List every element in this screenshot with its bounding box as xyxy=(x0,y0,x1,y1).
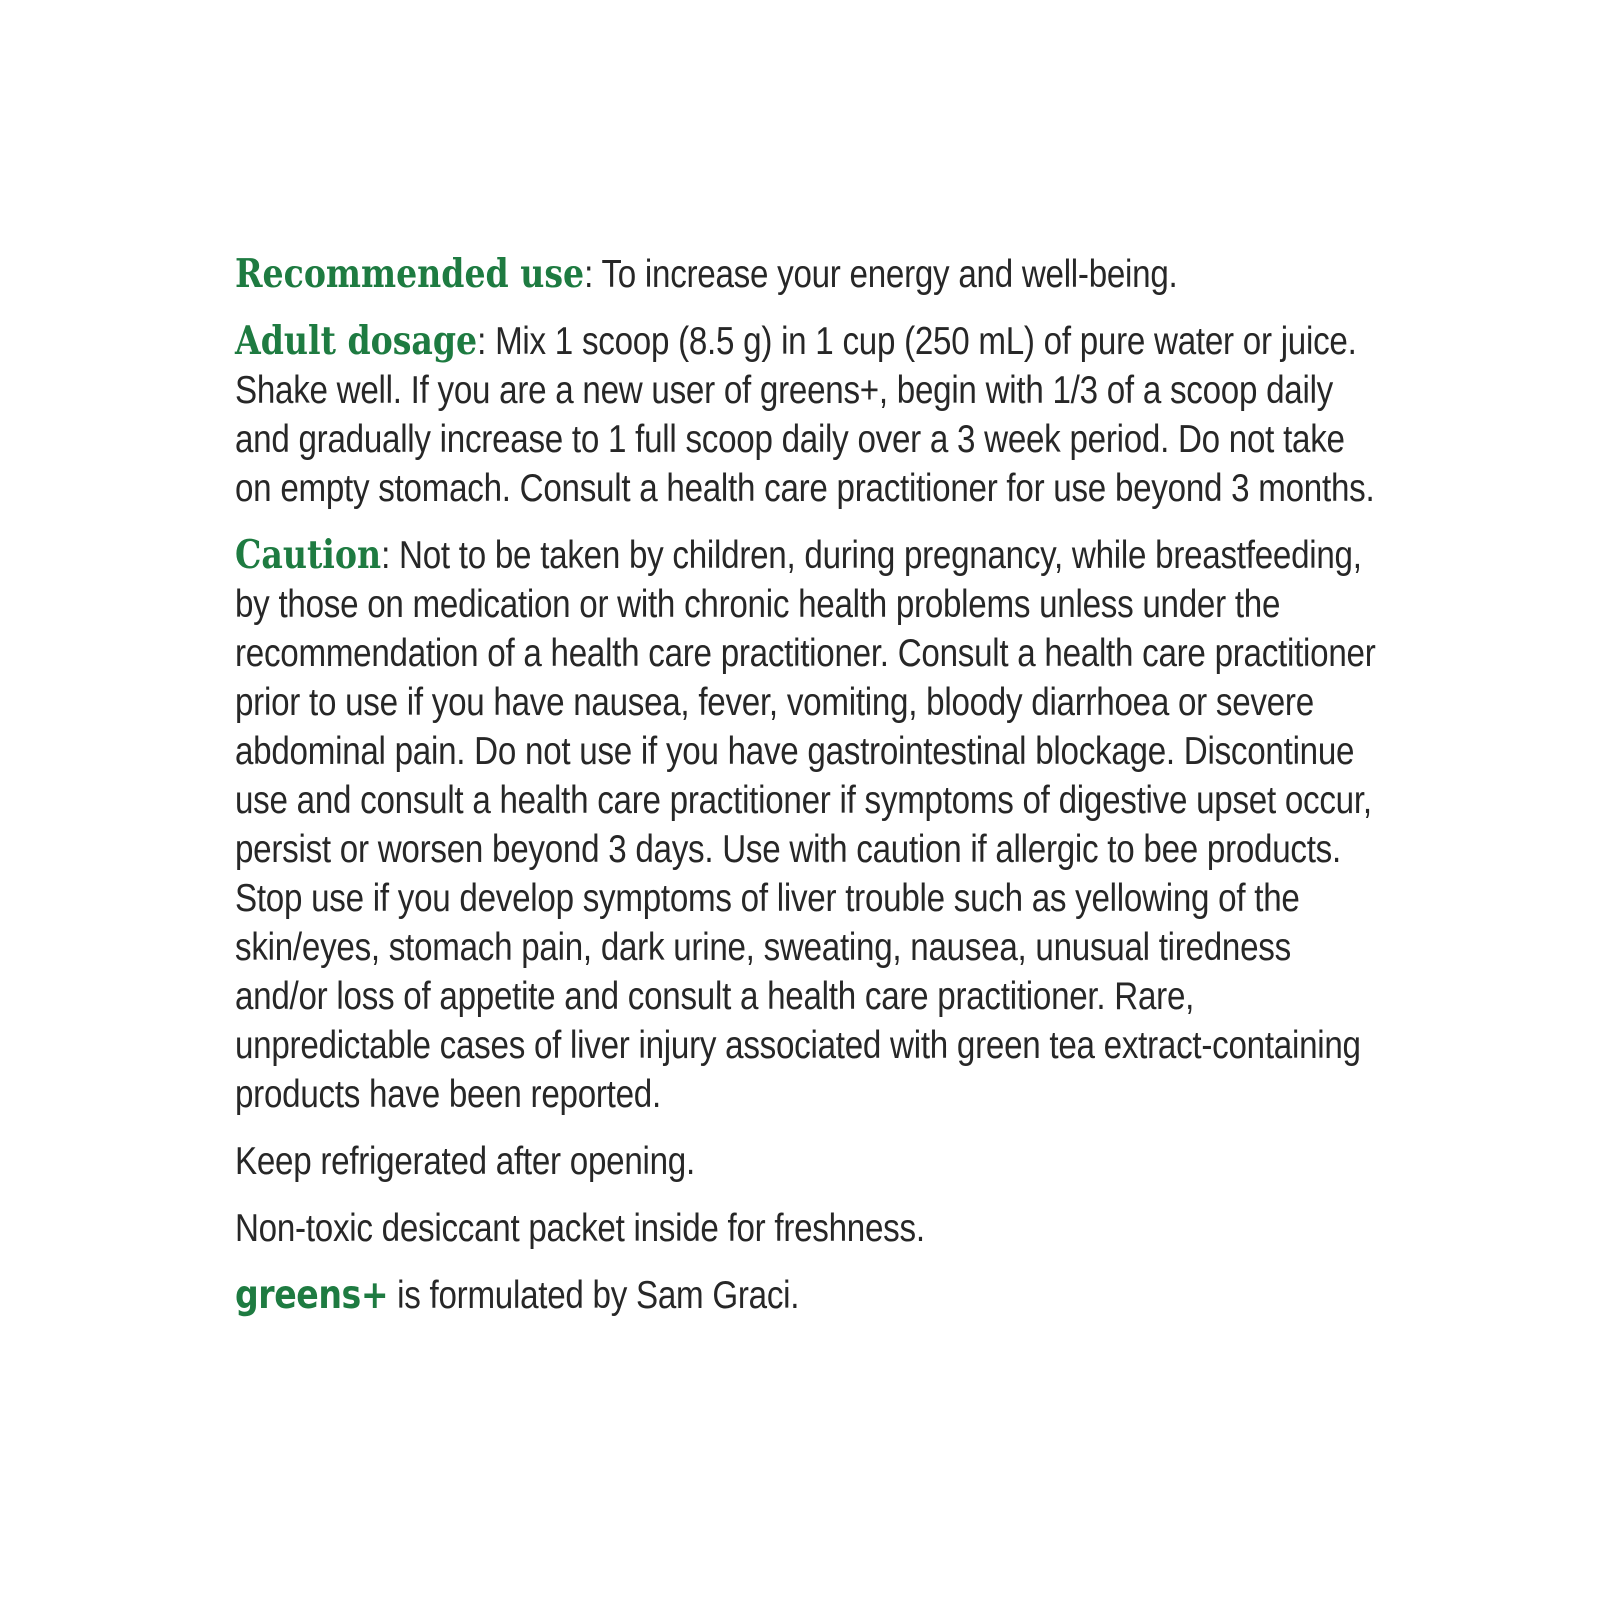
desiccant-note-text: Non-toxic desiccant packet inside for freshness. xyxy=(235,1207,925,1250)
storage-note xyxy=(235,1137,1385,1186)
desiccant-note xyxy=(235,1204,1385,1253)
caution-heading: Caution xyxy=(235,532,382,578)
storage-note-text: Keep refrigerated after opening. xyxy=(235,1140,695,1183)
label-text-block xyxy=(235,250,1385,1338)
greens-plus-brand: greens+ xyxy=(235,1273,389,1318)
recommended-use-paragraph xyxy=(235,250,1385,299)
adult-dosage-heading: Adult dosage xyxy=(235,318,478,364)
caution-text: : Not to be taken by children, during pregnancy, while breastfeeding, by those on medication or with chronic health problems unless under the recommendation of a health care practitioner. Consult a health care practitioner prior to use if you have nausea, fever, vomiting, bloody diarrhoea or severe abdominal pain. Do not use if you have gastrointestinal blockage. Discontinue use and consult a health care practitioner if symptoms of digestive upset occur, persist or worsen beyond 3 days. Use with caution if allergic to bee products. Stop use if you develop symptoms of liver trouble such as yellowing of the skin/eyes, stomach pain, dark urine, sweating, nausea, unusual tiredness and/or loss of appetite and consult a health care practitioner. Rare, unpredictable cases of liver injury associated with green tea extract-containing products have been reported. xyxy=(235,534,1376,1116)
recommended-use-heading: Recommended use xyxy=(235,251,585,297)
caution-paragraph xyxy=(235,531,1385,1119)
formulated-by-text: is formulated by Sam Graci. xyxy=(388,1274,800,1317)
adult-dosage-paragraph xyxy=(235,317,1385,513)
adult-dosage-text: : Mix 1 scoop (8.5 g) in 1 cup (250 mL) of pure water or juice. Shake well. If you are a new user of greens+, begin with 1/3 of a scoop daily and gradually increase to 1 full scoop daily over a 3 week period. Do not take on empty stomach. Consult a health care practitioner for use beyond 3 months. xyxy=(235,320,1375,510)
formulated-by-note xyxy=(235,1271,1385,1320)
recommended-use-text: : To increase your energy and well-being. xyxy=(584,253,1178,296)
